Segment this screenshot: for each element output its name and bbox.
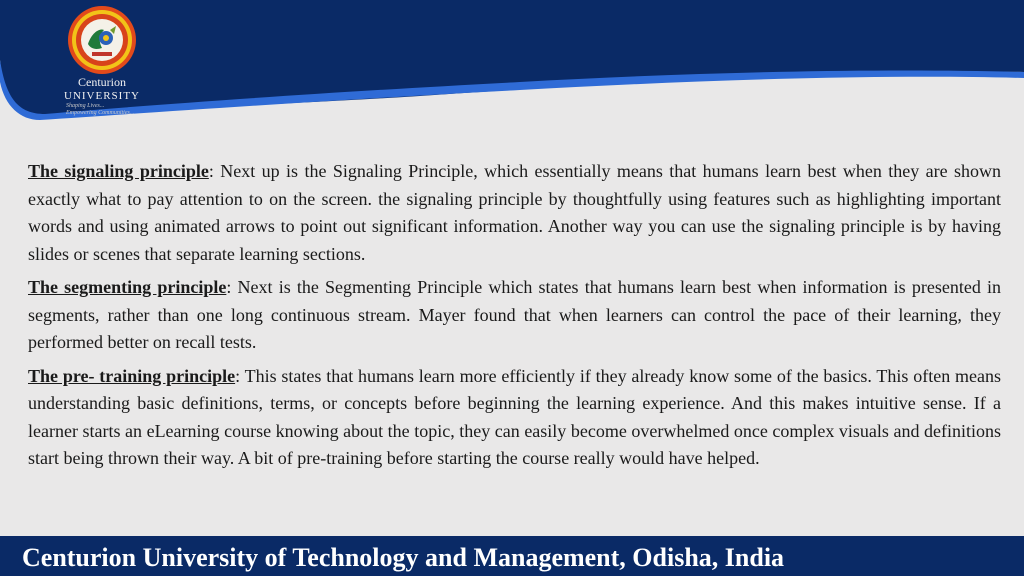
university-emblem-icon [66,4,138,76]
footer-title: Centurion University of Technology and Management, Odisha, India [22,543,785,572]
logo-tagline-line2: Empowering Communities... [66,110,135,116]
paragraph-pre-training [28,363,1001,473]
slide-content [28,158,1001,479]
header-banner [0,0,1024,170]
paragraph-text: : Next is the Segmenting Principle which states that humans learn best when information is presented in segments, rather than one long continuous stream. Mayer found that when learners can control the pace of their learning, they performed better on recall tests. [28,277,1001,352]
paragraph-signaling [28,158,1001,268]
logo-name-line2: UNIVERSITY [64,90,140,102]
logo-tagline [66,103,134,117]
term-heading: The segmenting principle [28,277,227,297]
paragraph-text: : This states that humans learn more efficiently if they already know some of the basics. This often means understanding basic definitions, terms, or concepts before beginning the learning experience. And this makes intuitive sense. If a learner starts an eLearning course knowing about the topic, they can easily become overwhelmed once complex visuals and definitions start being thrown their way. A bit of pre-training before starting the course really would have helped. [28,365,1001,468]
paragraph-segmenting [28,274,1001,357]
logo-tagline-line1: Shaping Lives... [66,103,105,109]
university-logo [60,4,144,120]
logo-name-line1: Centurion [78,75,126,89]
paragraph-text: : Next up is the Signaling Principle, which essentially means that humans learn best when they are shown exactly what to pay attention to on the screen. the signaling principle by thoughtfully using features such as highlighting important words and using animated arrows to point out significant information. Another way you can use the signaling principle is by having slides or scenes that separate learning sections. [28,161,1001,264]
term-heading: The signaling principle [28,161,209,181]
term-heading: The pre- training principle [28,365,236,386]
footer-bar [0,536,1024,576]
